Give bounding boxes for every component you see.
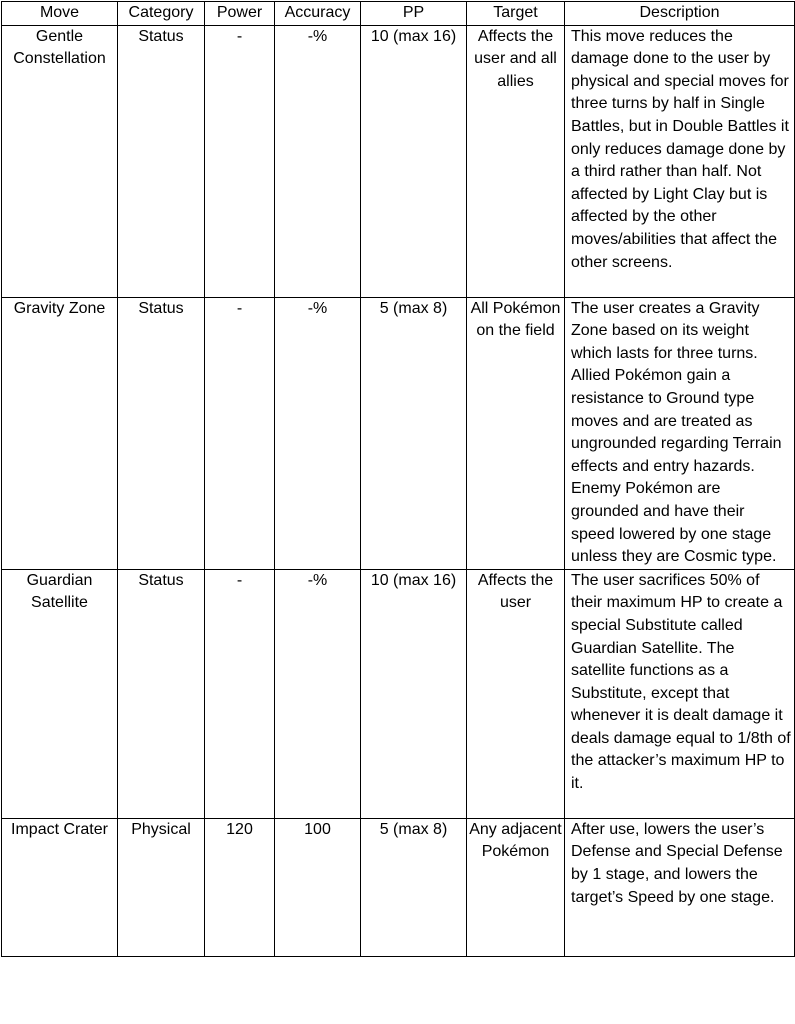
table-row (2, 569, 795, 818)
cell-target: All Pokémon on the field (467, 297, 565, 569)
cell-category: Physical (118, 818, 205, 956)
cell-description: The user sacrifices 50% of their maximum HP to create a special Substitute called Guardian Satellite. The satellite functions as a Substitute, except that whenever it is dealt damage it deals damage equal to 1/8th of the attacker’s maximum HP to it. (565, 569, 795, 818)
table-row (2, 297, 795, 569)
cell-target: Affects the user (467, 569, 565, 818)
header-pp: PP (361, 2, 467, 26)
header-move: Move (2, 2, 118, 26)
cell-power: - (205, 569, 275, 818)
cell-category: Status (118, 297, 205, 569)
cell-target: Affects the user and all allies (467, 25, 565, 297)
cell-description: After use, lowers the user’s Defense and Special Defense by 1 stage, and lowers the target’s Speed by one stage. (565, 818, 795, 956)
table-header-row (2, 2, 795, 26)
cell-move: Gravity Zone (2, 297, 118, 569)
cell-move: Impact Crater (2, 818, 118, 956)
header-category: Category (118, 2, 205, 26)
header-target: Target (467, 2, 565, 26)
header-accuracy: Accuracy (275, 2, 361, 26)
cell-move: Gentle Constellation (2, 25, 118, 297)
cell-target: Any adjacent Pokémon (467, 818, 565, 956)
cell-category: Status (118, 25, 205, 297)
moves-table (1, 1, 795, 957)
header-power: Power (205, 2, 275, 26)
cell-power: 120 (205, 818, 275, 956)
cell-description: This move reduces the damage done to the user by physical and special moves for three turns by half in Single Battles, but in Double Battles it only reduces damage done by a third rather than half. Not affected by Light Clay but is affected by the other moves/abilities that affect the other screens. (565, 25, 795, 297)
cell-description: The user creates a Gravity Zone based on its weight which lasts for three turns. Allied Pokémon gain a resistance to Ground type moves and are treated as ungrounded regarding Terrain effects and entry hazards. Enemy Pokémon are grounded and have their speed lowered by one stage unless they are Cosmic type. (565, 297, 795, 569)
cell-accuracy: 100 (275, 818, 361, 956)
cell-accuracy: -% (275, 297, 361, 569)
cell-category: Status (118, 569, 205, 818)
cell-pp: 5 (max 8) (361, 818, 467, 956)
cell-pp: 5 (max 8) (361, 297, 467, 569)
cell-power: - (205, 297, 275, 569)
cell-move: Guardian Satellite (2, 569, 118, 818)
header-description: Description (565, 2, 795, 26)
cell-pp: 10 (max 16) (361, 25, 467, 297)
cell-pp: 10 (max 16) (361, 569, 467, 818)
table-row (2, 818, 795, 956)
cell-accuracy: -% (275, 569, 361, 818)
cell-power: - (205, 25, 275, 297)
cell-accuracy: -% (275, 25, 361, 297)
table-row (2, 25, 795, 297)
